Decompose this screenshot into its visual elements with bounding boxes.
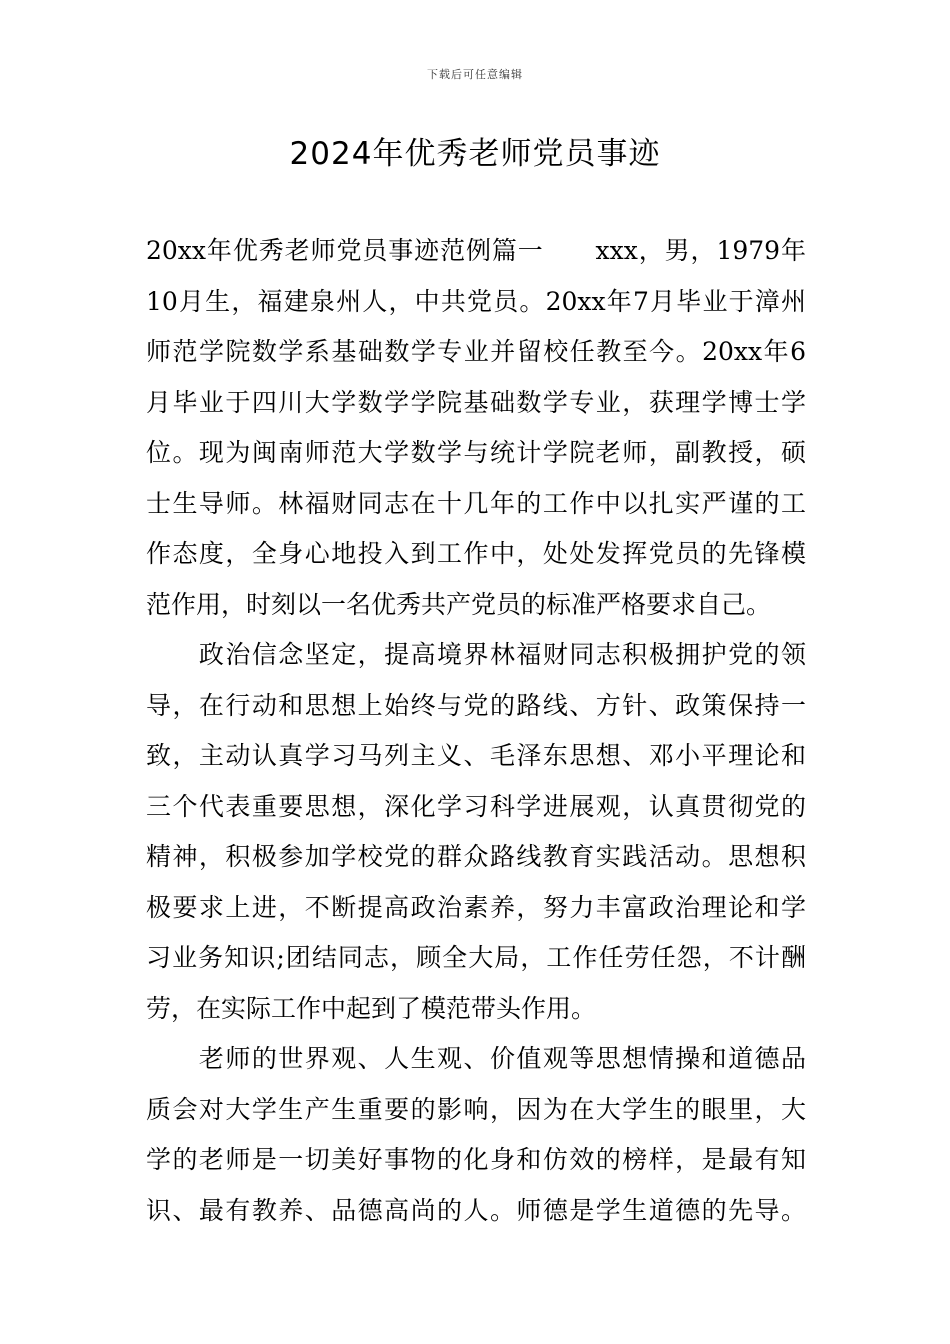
document-body [146, 226, 806, 1236]
text-line: 精神，积极参加学校党的群众路线教育实践活动。思想积 [146, 842, 806, 871]
text-line: 老师的世界观、人生观、价值观等思想情操和道德品 [146, 1044, 806, 1073]
paragraph-1 [146, 226, 806, 630]
text-line: 位。现为闽南师范大学数学与统计学院老师，副教授，硕 [146, 438, 806, 467]
paragraph-3 [146, 1034, 806, 1236]
text-line: 导，在行动和思想上始终与党的路线、方针、政策保持一 [146, 690, 806, 720]
document-title: 2024年优秀老师党员事迹 [289, 136, 661, 172]
text-line: 政治信念坚定，提高境界林福财同志积极拥护党的领 [146, 640, 806, 669]
text-line: 劳，在实际工作中起到了模范带头作用。 [146, 993, 597, 1023]
header-note: 下载后可任意编辑 [427, 68, 523, 81]
text-line: 师范学院数学系基础数学专业并留校任教至今。20xx年6 [146, 337, 806, 366]
text-line: 学的老师是一切美好事物的化身和仿效的榜样，是最有知 [146, 1145, 806, 1174]
text-line: 致，主动认真学习马列主义、毛泽东思想、邓小平理论和 [146, 741, 806, 770]
text-line: 20xx年优秀老师党员事迹范例篇一 xxx，男，1979年 [146, 236, 806, 265]
paragraph-2 [146, 630, 806, 1034]
text-line: 作态度，全身心地投入到工作中，处处发挥党员的先锋模 [146, 539, 806, 568]
text-line: 三个代表重要思想，深化学习科学进展观，认真贯彻党的 [146, 791, 806, 821]
text-line: 极要求上进，不断提高政治素养，努力丰富政治理论和学 [146, 892, 806, 922]
text-line: 10月生，福建泉州人，中共党员。20xx年7月毕业于漳州 [146, 286, 806, 316]
text-line: 月毕业于四川大学数学学院基础数学专业，获理学博士学 [146, 387, 806, 417]
text-line: 范作用，时刻以一名优秀共产党员的标准严格要求自己。 [146, 589, 772, 619]
text-line: 识、最有教养、品德高尚的人。师德是学生道德的先导。 [146, 1195, 806, 1225]
text-line: 士生导师。林福财同志在十几年的工作中以扎实严谨的工 [146, 488, 806, 518]
text-line: 质会对大学生产生重要的影响，因为在大学生的眼里，大 [146, 1094, 806, 1124]
text-line: 习业务知识;团结同志，顾全大局，工作任劳任怨，不计酬 [146, 943, 806, 972]
